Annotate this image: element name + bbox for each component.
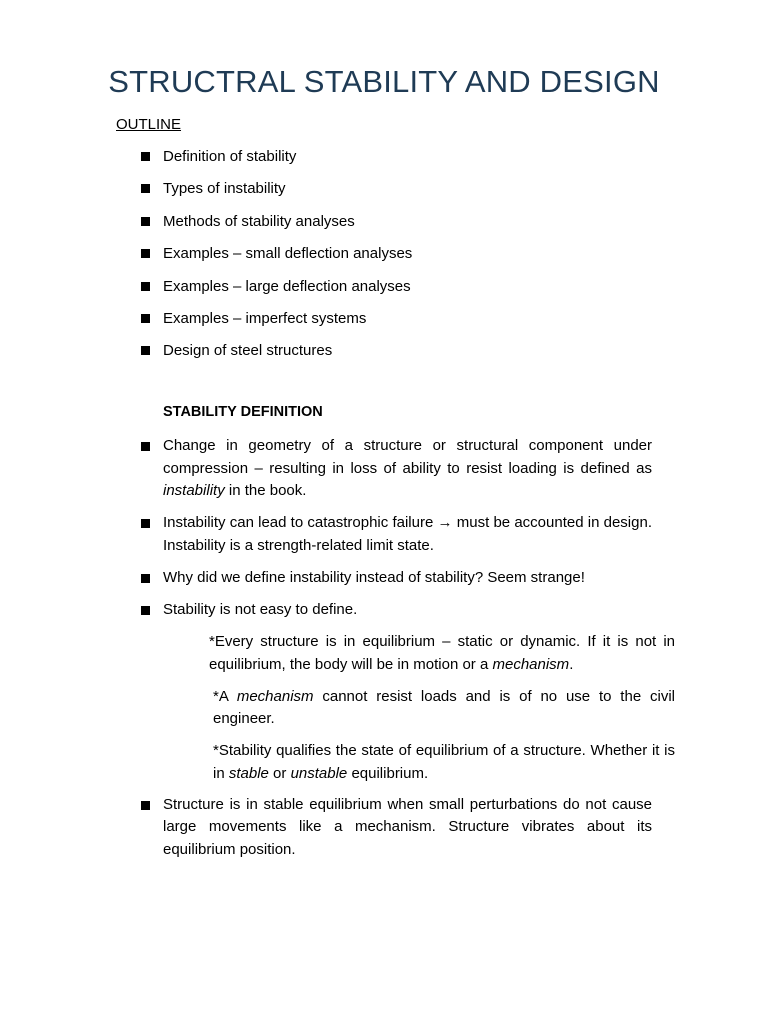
paragraph-text: Stability is not easy to define. <box>163 600 358 618</box>
list-item-text: Definition of stability <box>163 148 297 165</box>
page-title: STRUCTRAL STABILITY AND DESIGN <box>108 64 660 99</box>
list-item-text: Examples – large deflection analyses <box>163 277 411 295</box>
list-item <box>140 276 412 308</box>
italic-text: instability <box>163 482 225 499</box>
square-bullet-icon <box>141 152 150 161</box>
list-item <box>140 308 412 340</box>
square-bullet-icon <box>141 249 150 258</box>
list-item <box>140 340 412 372</box>
outline-list <box>140 146 412 373</box>
sub-paragraph <box>213 686 675 731</box>
sub-text: . <box>569 655 574 673</box>
italic-text: mechanism <box>492 655 570 673</box>
sub-text: *A <box>213 687 237 705</box>
sub-text: *Every structure is in equilibrium – static or dynamic. If it is not in equilibrium, the body will be in motion or a <box>209 633 675 673</box>
list-item <box>140 178 412 210</box>
italic-text: stable <box>228 764 269 782</box>
square-bullet-icon <box>141 184 150 193</box>
square-bullet-icon <box>141 442 150 451</box>
list-item-text: Examples – imperfect systems <box>163 309 367 327</box>
square-bullet-icon <box>141 801 150 810</box>
list-item <box>140 512 652 557</box>
section-heading: STABILITY DEFINITION <box>163 404 323 420</box>
sub-paragraph <box>209 631 675 676</box>
definition-list <box>140 435 675 861</box>
paragraph-text: Change in geometry of a structure or structural component under compression – resulting in loss of ability to resist loading is defined as <box>163 437 652 477</box>
italic-text: mechanism <box>236 687 314 705</box>
list-item-text: Methods of stability analyses <box>163 212 355 230</box>
sub-paragraph <box>213 740 675 785</box>
italic-text: unstable <box>290 764 348 782</box>
list-item-text: Types of instability <box>163 180 286 198</box>
list-item <box>140 435 652 503</box>
square-bullet-icon <box>141 282 150 291</box>
sub-text: *Stability qualifies the state of equilibrium of a structure. Whether it is in <box>213 742 675 782</box>
paragraph-text: Structure is in stable equilibrium when small perturbations do not cause large movements like a mechanism. Structure vibrates about its equilibrium position. <box>163 795 652 858</box>
paragraph-text: in the book. <box>224 482 307 499</box>
sub-text: or <box>268 764 291 782</box>
list-item <box>140 567 652 590</box>
sub-text: cannot resist loads and is of no use to the civil engineer. <box>213 687 675 727</box>
list-item-text: Examples – small deflection analyses <box>163 245 413 263</box>
square-bullet-icon <box>141 606 150 615</box>
square-bullet-icon <box>141 314 150 323</box>
square-bullet-icon <box>141 574 150 583</box>
square-bullet-icon <box>141 346 150 355</box>
list-item <box>140 243 412 275</box>
outline-heading: OUTLINE <box>116 116 182 133</box>
list-item <box>140 599 675 786</box>
square-bullet-icon <box>141 519 150 528</box>
list-item <box>140 146 412 178</box>
sub-text: equilibrium. <box>347 764 429 782</box>
list-item <box>140 794 652 862</box>
paragraph-text: Why did we define instability instead of stability? Seem strange! <box>163 568 585 586</box>
list-item-text: Design of steel structures <box>163 342 333 360</box>
list-item <box>140 211 412 243</box>
square-bullet-icon <box>141 217 150 226</box>
paragraph-text: Instability can lead to catastrophic failure → must be accounted in design. Instability is a strength-related limit state. <box>163 514 652 554</box>
